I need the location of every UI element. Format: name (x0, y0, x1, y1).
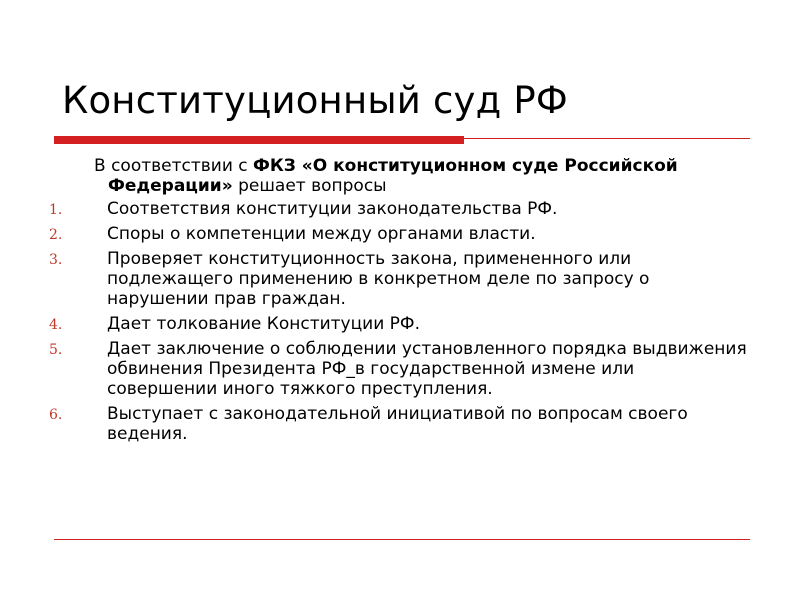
slide-title: Конституционный суд РФ (62, 79, 568, 122)
list-item (0, 199, 747, 219)
list-item-number: 4. (49, 317, 63, 333)
list-item-text: Проверяет конституционность закона, примененного или подлежащего применению в конкретном деле по запросу о нарушении прав граждан. (107, 249, 650, 309)
list-item-number: 1. (49, 202, 63, 218)
list-item-number: 5. (49, 342, 63, 358)
intro-prefix: В соответствии с (94, 156, 254, 176)
list-item (0, 249, 747, 309)
list-item (0, 314, 747, 334)
intro-suffix: решает вопросы (232, 176, 387, 196)
list-item (0, 224, 747, 244)
list-item-text: Дает заключение о соблюдении установленного порядка выдвижения обвинения Президента РФ_в государственной измене или совершении иного тяжкого преступления. (107, 339, 747, 399)
list-item-text: Соответствия конституции законодательства РФ. (107, 199, 558, 219)
powers-list (0, 199, 800, 444)
list-item-text: Дает толкование Конституции РФ. (107, 314, 420, 334)
list-item-text: Споры о компетенции между органами власти. (107, 224, 536, 244)
slide-body (0, 156, 800, 449)
intro-paragraph (94, 156, 728, 196)
list-item-number: 3. (49, 252, 63, 268)
list-item (0, 339, 747, 399)
footer-divider (54, 539, 750, 540)
title-underline-thick (54, 136, 464, 144)
list-item (0, 404, 747, 444)
list-item-text: Выступает с законодательной инициативой по вопросам своего ведения. (107, 404, 688, 444)
list-item-number: 6. (49, 407, 63, 423)
intro-law-name: ФКЗ «О конституционном суде Российской Федерации» (108, 156, 678, 196)
list-item-number: 2. (49, 227, 63, 243)
